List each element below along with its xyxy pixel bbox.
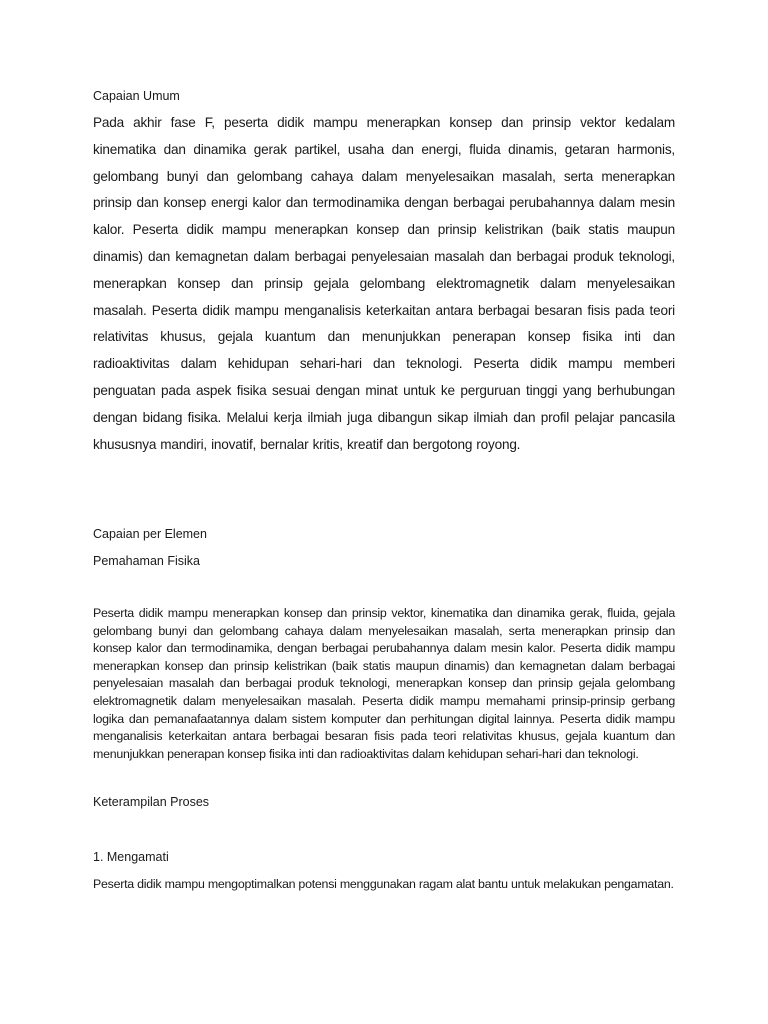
observe-heading: 1. Mengamati: [93, 850, 169, 864]
observe-paragraph: Peserta didik mampu mengoptimalkan potensi menggunakan ragam alat bantu untuk melakukan pengamatan.: [93, 877, 674, 891]
general-achievement-paragraph: Pada akhir fase F, peserta didik mampu menerapkan konsep dan prinsip vektor kedalam kinematika dan dinamika gerak partikel, usaha dan energi, fluida dinamis, getaran harmonis, gelombang bunyi dan gelombang cahaya dalam menyelesaikan masalah, serta menerapkan prinsip dan konsep energi kalor dan termodinamika dengan berbagai perubahannya dalam mesin kalor. Peserta didik mampu menerapkan konsep dan prinsip kelistrikan (baik statis maupun dinamis) dan kemagnetan dalam berbagai penyelesaian masalah dan berbagai produk teknologi, menerapkan konsep dan prinsip gejala gelombang elektromagnetik dalam menyelesaikan masalah. Peserta didik mampu menganalisis keterkaitan antara berbagai besaran fisis pada teori relativitas khusus, gejala kuantum dan menunjukkan penerapan konsep fisika inti dan radioaktivitas dalam kehidupan sehari-hari dan teknologi. Peserta didik mampu memberi penguatan pada aspek fisika sesuai dengan minat untuk ke perguruan tinggi yang berhubungan dengan bidang fisika. Melalui kerja ilmiah juga dibangun sikap ilmiah dan profil pelajar pancasila khususnya mandiri, inovatif, bernalar kritis, kreatif dan bergotong royong.: [93, 115, 675, 452]
general-achievement-heading: Capaian Umum: [93, 89, 180, 103]
physics-understanding-heading: Pemahaman Fisika: [93, 554, 200, 568]
process-skills-heading: Keterampilan Proses: [93, 795, 210, 809]
element-achievement-heading: Capaian per Elemen: [93, 527, 207, 541]
physics-understanding-paragraph: Peserta didik mampu menerapkan konsep dan prinsip vektor, kinematika dan dinamika gerak, fluida, gejala gelombang bunyi dan gelombang cahaya dalam menyelesaikan masalah, serta menerapkan prinsip dan konsep kalor dan termodinamika, dengan berbagai perubahannya dalam mesin kalor. Peserta didik mampu menerapkan konsep dan prinsip kelistrikan (baik statis maupun dinamis) dan kemagnetan dalam berbagai penyelesaian masalah dan berbagai produk teknologi, menerapkan konsep dan prinsip gejala gelombang elektromagnetik dalam menyelesaikan masalah. Peserta didik mampu memahami prinsip-prinsip gerbang logika dan pemanafaatannya dalam sistem komputer dan perhitungan digital lainnya. Peserta didik mampu menganalisis keterkaitan antara berbagai besaran fisis pada teori relativitas khusus, gejala kuantum dan menunjukkan penerapan konsep fisika inti dan radioaktivitas dalam kehidupan sehari-hari dan teknologi.: [93, 606, 675, 761]
